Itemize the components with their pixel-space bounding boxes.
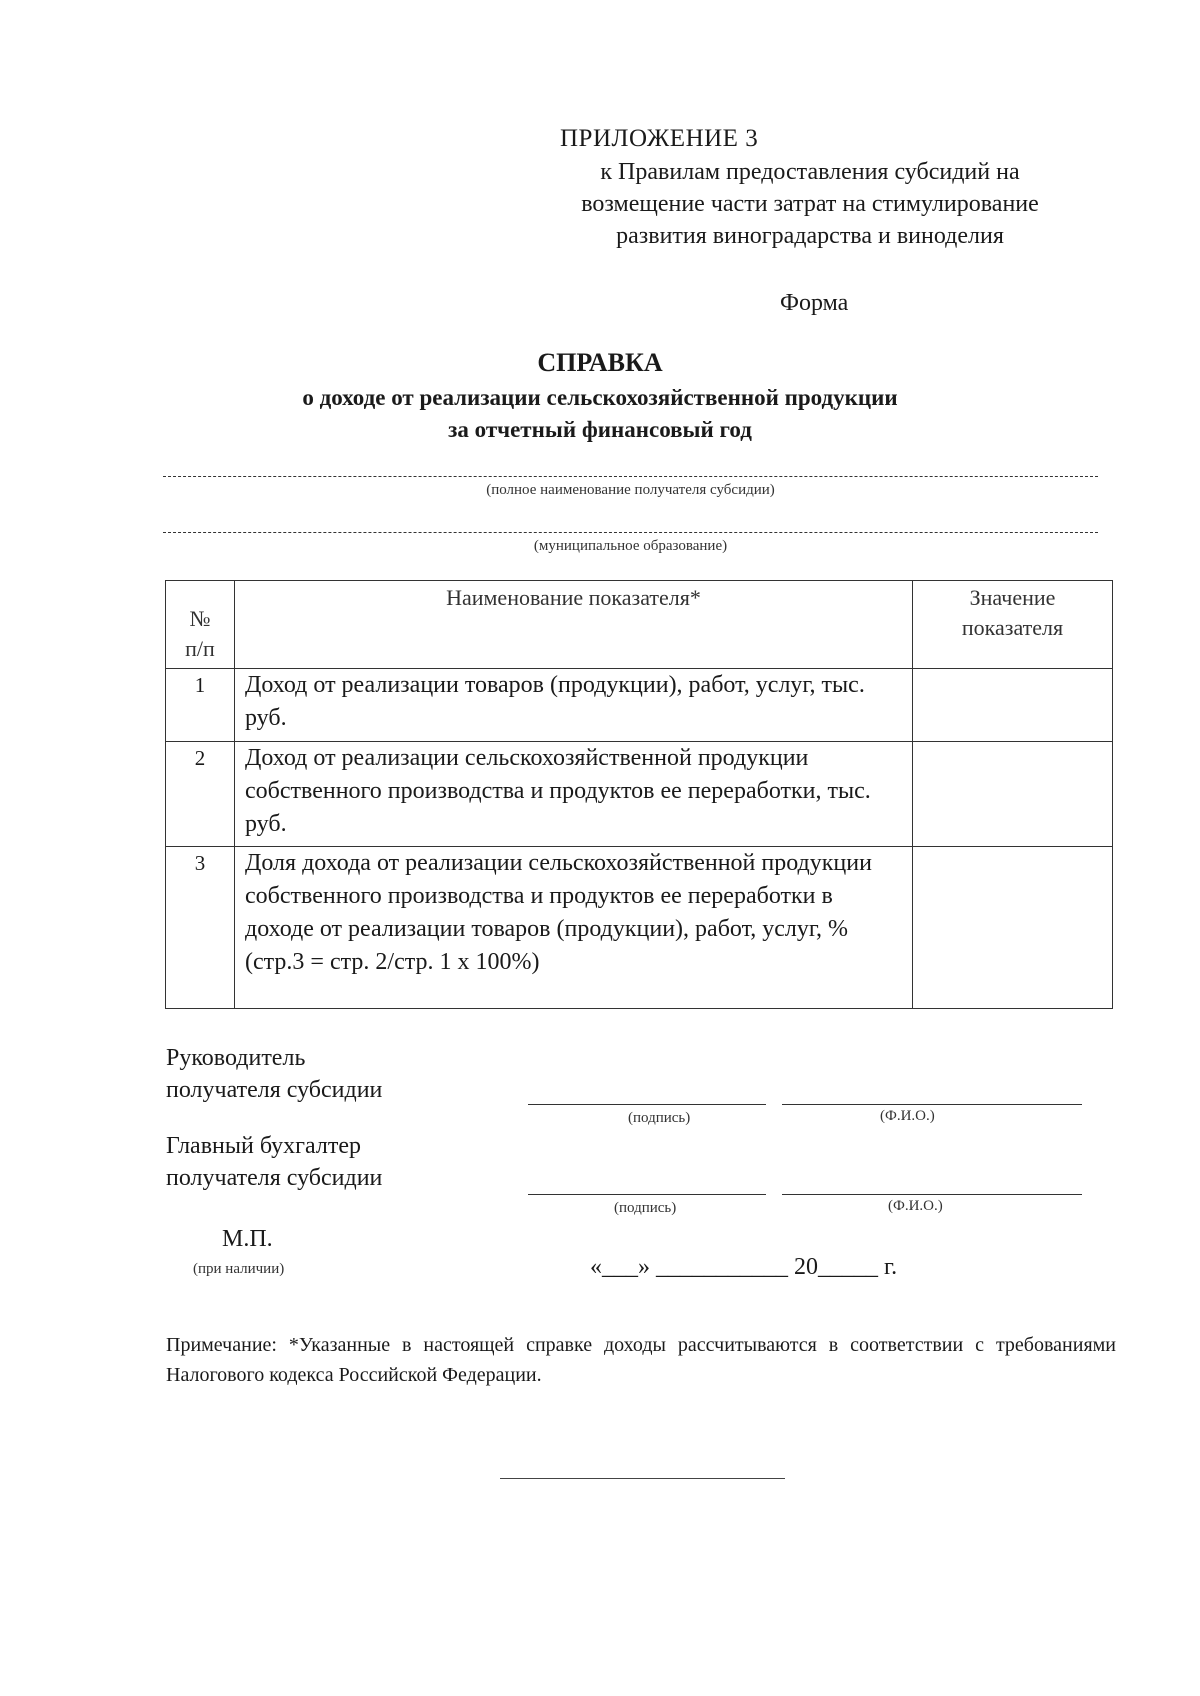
head-fio-caption: (Ф.И.О.): [880, 1108, 935, 1124]
header-number: № п/п: [166, 581, 235, 669]
accountant-signature-label: Главный бухгалтер получателя субсидии: [166, 1133, 383, 1191]
document-subtitle: о доходе от реализации сельскохозяйственной продукции за отчетный финансовый год: [302, 385, 898, 442]
stamp-label: М.П.: [222, 1226, 273, 1252]
row-number: 3: [166, 847, 235, 1009]
row-indicator-value[interactable]: [913, 742, 1113, 847]
header-indicator-value: Значение показателя: [913, 581, 1113, 669]
document-title: СПРАВКА: [537, 348, 663, 377]
appendix-title: ПРИЛОЖЕНИЕ 3: [560, 125, 759, 152]
accountant-signature-line[interactable]: [528, 1194, 766, 1195]
table-row: [166, 669, 1113, 742]
municipality-caption: (муниципальное образование): [533, 538, 728, 554]
head-fio-line[interactable]: [782, 1104, 1082, 1105]
table-row: [166, 847, 1113, 1009]
row-indicator-value[interactable]: [913, 847, 1113, 1009]
head-signature-caption: (подпись): [628, 1110, 691, 1126]
row-number: 2: [166, 742, 235, 847]
bottom-divider: [500, 1478, 785, 1479]
income-table: [165, 580, 1113, 1009]
recipient-name-caption: (полное наименование получателя субсидии): [486, 482, 775, 498]
row-number: 1: [166, 669, 235, 742]
form-label: Форма: [780, 290, 849, 316]
municipality-line[interactable]: [163, 532, 1098, 533]
head-signature-line[interactable]: [528, 1104, 766, 1105]
header-indicator-name: Наименование показателя*: [235, 581, 913, 669]
table-row: [166, 742, 1113, 847]
row-indicator-name: Доля дохода от реализации сельскохозяйственной продукции собственного производства и продуктов ее переработки в доходе от реализации товаров (продукции), работ, услуг, % (стр.3 = стр. 2/стр. 1 х 100%): [235, 847, 913, 1009]
accountant-fio-line[interactable]: [782, 1194, 1082, 1195]
table-header-row: [166, 581, 1113, 669]
appendix-rules-reference: к Правилам предоставления субсидий на возмещение части затрат на стимулирование развития виноградарства и виноделия: [581, 159, 1039, 249]
head-signature-label: Руководитель получателя субсидии: [166, 1045, 383, 1103]
accountant-fio-caption: (Ф.И.О.): [888, 1198, 943, 1214]
accountant-signature-caption: (подпись): [614, 1200, 677, 1216]
stamp-note: (при наличии): [193, 1261, 285, 1277]
recipient-name-line[interactable]: [163, 476, 1098, 477]
date-field[interactable]: «___» ___________ 20_____ г.: [590, 1254, 898, 1280]
footnote: Примечание: *Указанные в настоящей справке доходы рассчитываются в соответствии с требованиями Налогового кодекса Российской Федерации.: [166, 1334, 1116, 1386]
row-indicator-name: Доход от реализации сельскохозяйственной продукции собственного производства и продуктов ее переработки, тыс. руб.: [235, 742, 913, 847]
row-indicator-name: Доход от реализации товаров (продукции), работ, услуг, тыс. руб.: [235, 669, 913, 742]
row-indicator-value[interactable]: [913, 669, 1113, 742]
